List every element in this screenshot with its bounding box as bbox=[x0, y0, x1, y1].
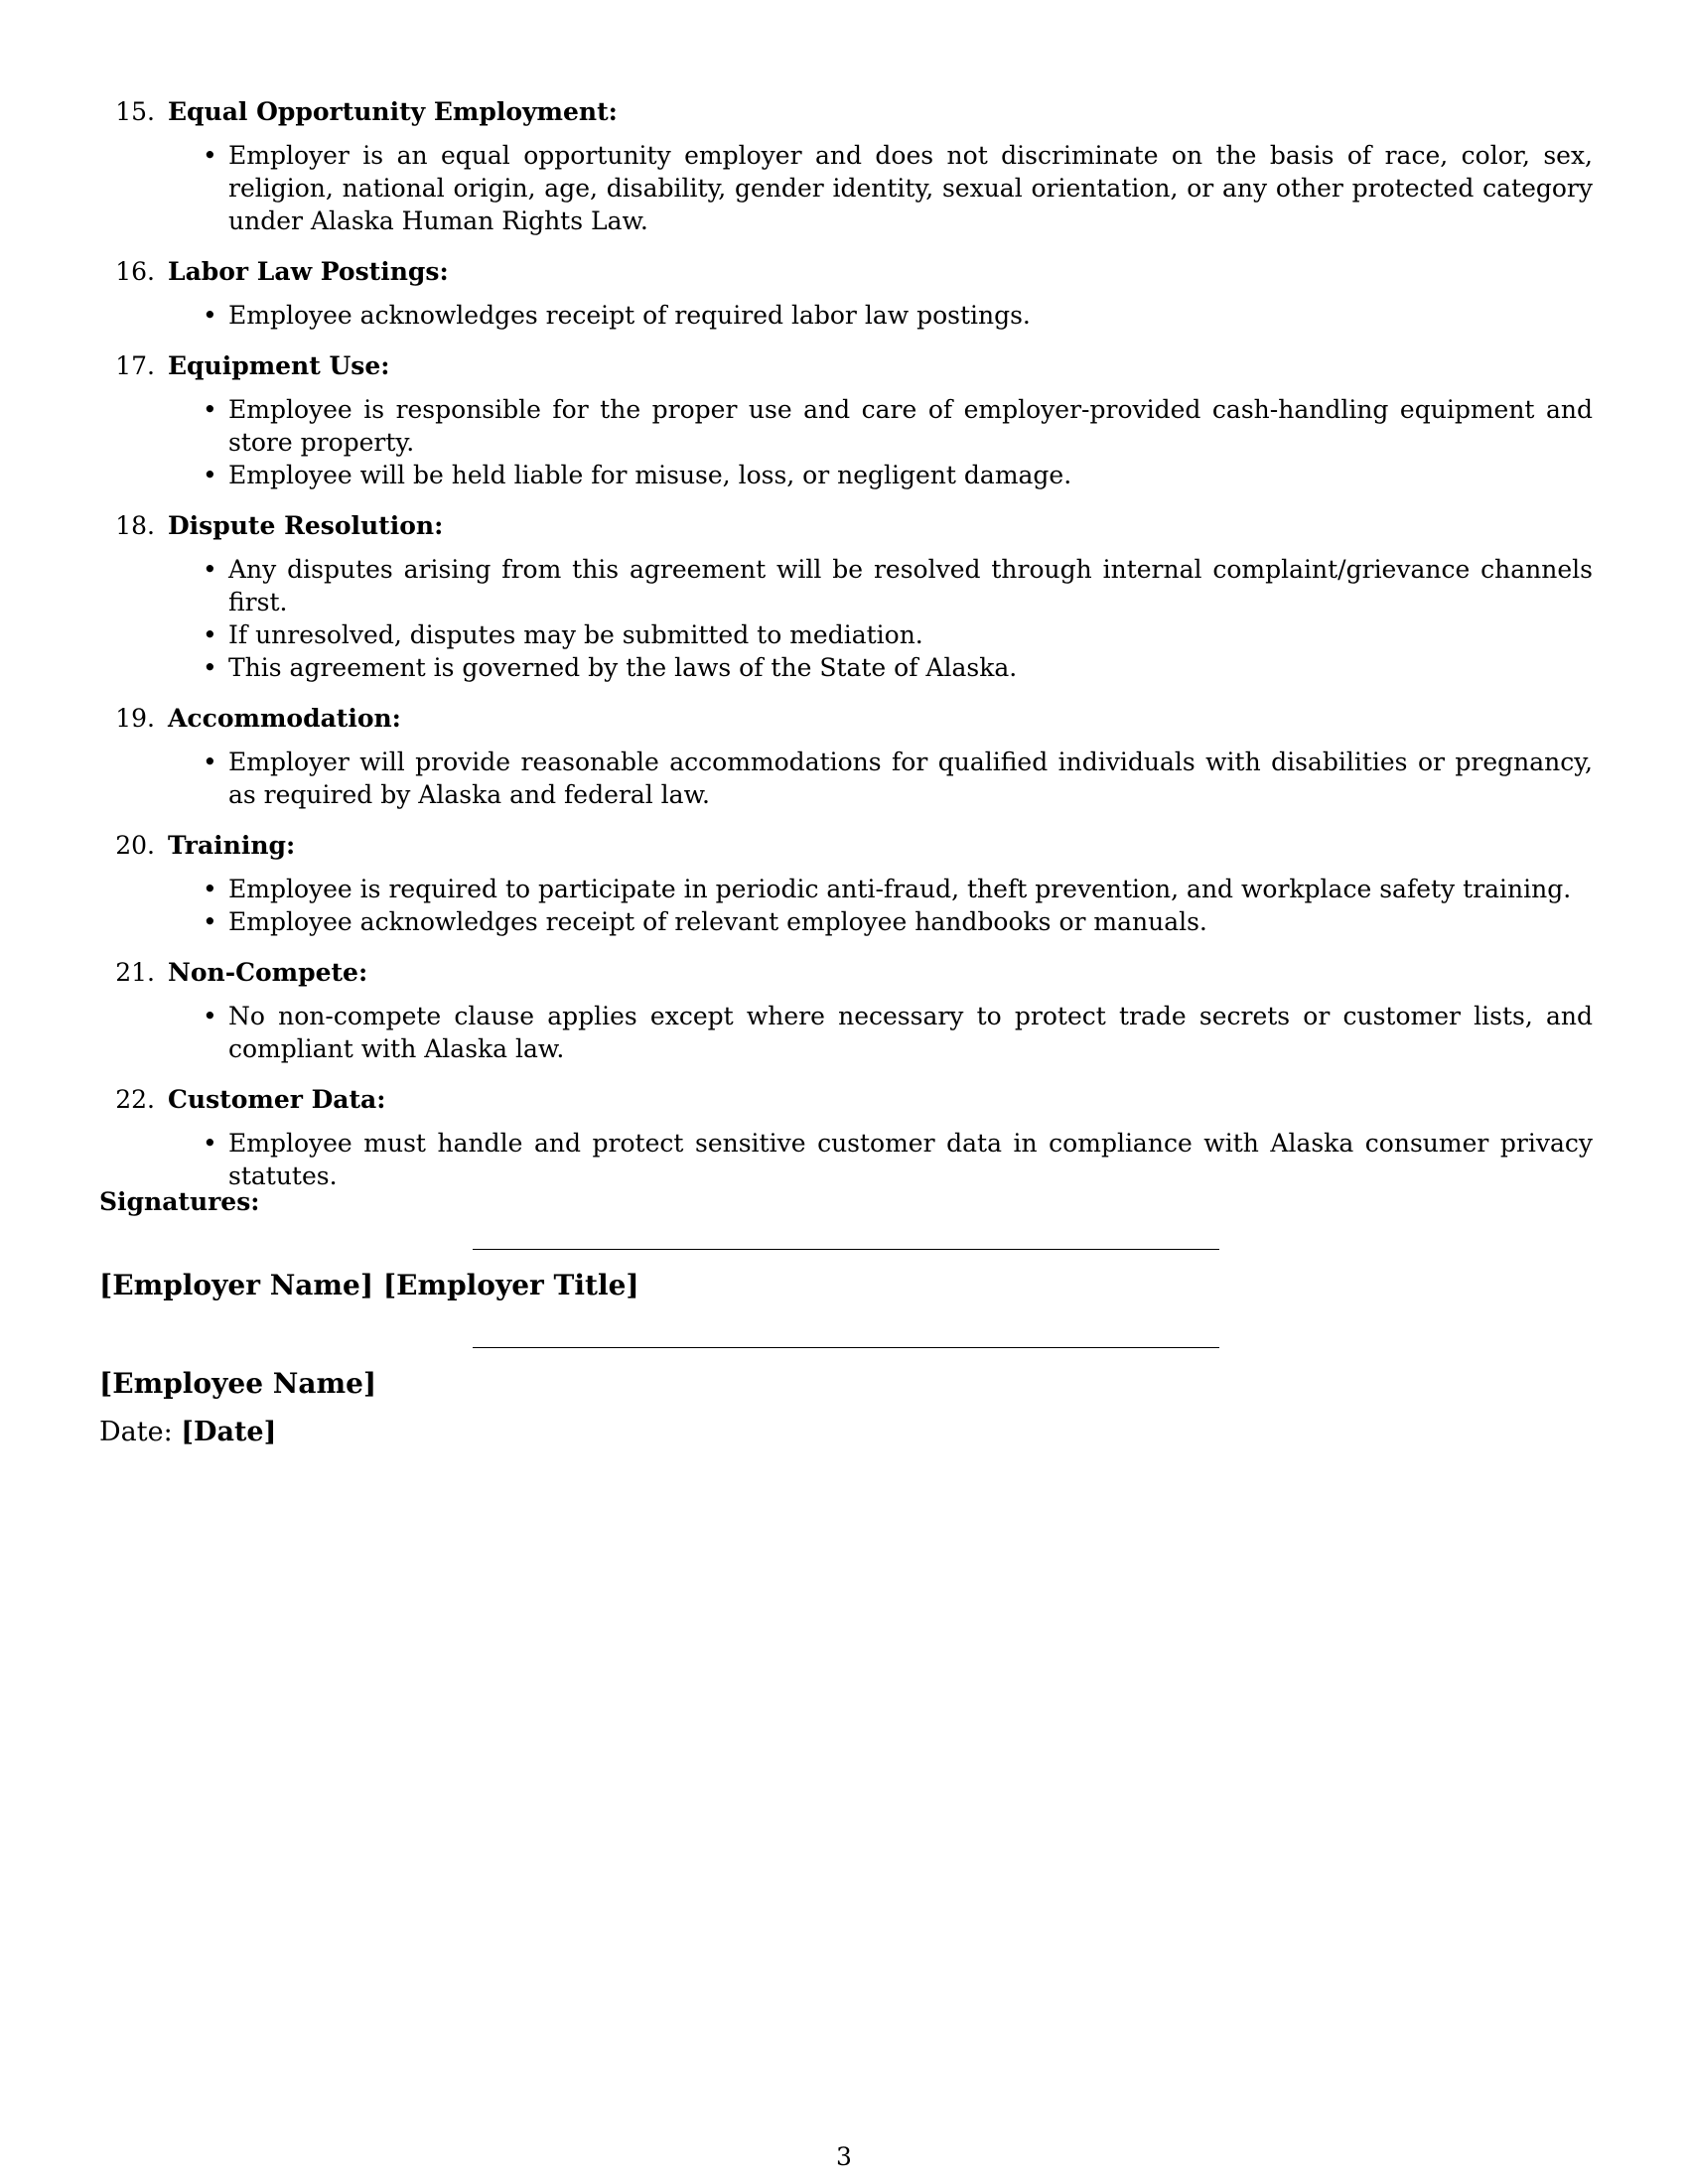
bullet-text: Employer will provide reasonable accommodations for qualified individuals with disabilities or pregnancy, as required by Alaska and federal law. bbox=[228, 748, 1593, 809]
bullet-text: Employee acknowledges receipt of relevant employee handbooks or manuals. bbox=[228, 907, 1207, 936]
section bbox=[99, 349, 1593, 491]
section-heading bbox=[99, 95, 1593, 129]
bullet-text: Employee is required to participate in periodic anti-fraud, theft prevention, and workplace safety training. bbox=[228, 875, 1572, 903]
section-number: 20. bbox=[115, 831, 155, 860]
bullet-text: Employer is an equal opportunity employer and does not discriminate on the basis of race, color, sex, religion, national origin, age, disability, gender identity, sexual orientation, or any other protected category under Alaska Human Rights Law. bbox=[228, 141, 1593, 235]
bullet-text: This agreement is governed by the laws of the State of Alaska. bbox=[228, 653, 1018, 682]
list-item bbox=[203, 651, 1593, 684]
bullet-list bbox=[99, 1000, 1593, 1065]
list-item bbox=[203, 618, 1593, 651]
section-number: 21. bbox=[115, 958, 155, 987]
section-title: Non-Compete: bbox=[168, 958, 368, 987]
section bbox=[99, 829, 1593, 938]
bullet-icon: • bbox=[203, 301, 217, 330]
bullet-icon: • bbox=[203, 1002, 217, 1030]
bullet-list bbox=[99, 139, 1593, 237]
list-item bbox=[203, 299, 1593, 332]
section-heading bbox=[99, 956, 1593, 990]
section bbox=[99, 255, 1593, 332]
section-heading bbox=[99, 829, 1593, 863]
section-heading bbox=[99, 702, 1593, 736]
signatures-heading: Signatures: bbox=[99, 1187, 260, 1216]
date-label: Date: bbox=[99, 1417, 173, 1447]
bullet-icon: • bbox=[203, 875, 217, 903]
bullet-icon: • bbox=[203, 461, 217, 489]
section-title: Accommodation: bbox=[168, 704, 401, 733]
signatures-block bbox=[99, 1185, 1593, 1447]
bullet-text: No non-compete clause applies except where necessary to protect trade secrets or customer lists, and compliant with Alaska law. bbox=[228, 1002, 1593, 1063]
bullet-text: Any disputes arising from this agreement will be resolved through internal complaint/grievance channels first. bbox=[228, 555, 1593, 616]
list-item bbox=[203, 459, 1593, 491]
bullet-text: Employee will be held liable for misuse, loss, or negligent damage. bbox=[228, 461, 1072, 489]
list-item bbox=[203, 873, 1593, 905]
section-heading bbox=[99, 509, 1593, 543]
section-number: 15. bbox=[115, 97, 155, 126]
section-title: Equal Opportunity Employment: bbox=[168, 97, 618, 126]
bullet-list bbox=[99, 746, 1593, 811]
bullet-icon: • bbox=[203, 141, 217, 170]
employer-signature-line bbox=[473, 1249, 1219, 1250]
bullet-list bbox=[99, 393, 1593, 491]
section bbox=[99, 1083, 1593, 1192]
bullet-text: Employee must handle and protect sensitive customer data in compliance with Alaska consumer privacy statutes. bbox=[228, 1129, 1593, 1190]
bullet-icon: • bbox=[203, 555, 217, 584]
employee-signature-line bbox=[473, 1347, 1219, 1348]
section-title: Labor Law Postings: bbox=[168, 257, 449, 286]
bullet-icon: • bbox=[203, 907, 217, 936]
section-number: 22. bbox=[115, 1085, 155, 1114]
date-row bbox=[99, 1416, 276, 1449]
section-number: 18. bbox=[115, 511, 155, 540]
section bbox=[99, 95, 1593, 237]
bullet-icon: • bbox=[203, 653, 217, 682]
bullet-list bbox=[99, 299, 1593, 332]
list-item bbox=[203, 139, 1593, 237]
bullet-icon: • bbox=[203, 395, 217, 424]
section-title: Customer Data: bbox=[168, 1085, 386, 1114]
bullet-icon: • bbox=[203, 620, 217, 649]
section-title: Equipment Use: bbox=[168, 351, 390, 380]
list-item bbox=[203, 1000, 1593, 1065]
section-heading bbox=[99, 255, 1593, 289]
bullet-text: If unresolved, disputes may be submitted to mediation. bbox=[228, 620, 923, 649]
list-item bbox=[203, 553, 1593, 618]
section-number: 19. bbox=[115, 704, 155, 733]
list-item bbox=[203, 1127, 1593, 1192]
numbered-sections bbox=[99, 95, 1593, 1210]
section-number: 16. bbox=[115, 257, 155, 286]
bullet-icon: • bbox=[203, 748, 217, 776]
section bbox=[99, 702, 1593, 811]
page-number: 3 bbox=[836, 2142, 852, 2171]
date-value: [Date] bbox=[181, 1417, 277, 1447]
section bbox=[99, 956, 1593, 1065]
bullet-list bbox=[99, 873, 1593, 938]
section bbox=[99, 509, 1593, 684]
employee-name: [Employee Name] bbox=[99, 1367, 377, 1400]
list-item bbox=[203, 393, 1593, 459]
section-number: 17. bbox=[115, 351, 155, 380]
section-title: Dispute Resolution: bbox=[168, 511, 444, 540]
employer-name-title: [Employer Name] [Employer Title] bbox=[99, 1269, 639, 1301]
section-heading bbox=[99, 349, 1593, 383]
bullet-list bbox=[99, 1127, 1593, 1192]
section-heading bbox=[99, 1083, 1593, 1117]
bullet-text: Employee is responsible for the proper use and care of employer-provided cash-handling equipment and store property. bbox=[228, 395, 1593, 457]
list-item bbox=[203, 905, 1593, 938]
bullet-list bbox=[99, 553, 1593, 684]
bullet-text: Employee acknowledges receipt of required labor law postings. bbox=[228, 301, 1031, 330]
bullet-icon: • bbox=[203, 1129, 217, 1158]
section-title: Training: bbox=[168, 831, 296, 860]
list-item bbox=[203, 746, 1593, 811]
